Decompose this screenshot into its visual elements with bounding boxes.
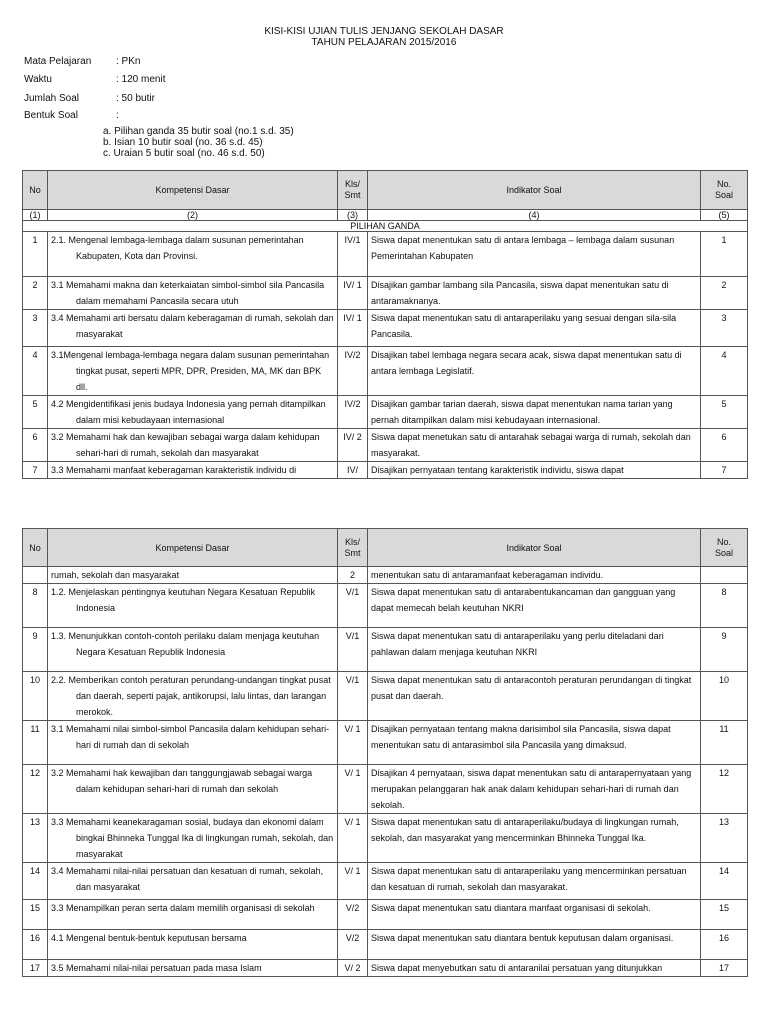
table-row [23,567,748,584]
competency-cell [48,584,338,628]
header-competency: Kompetensi Dasar [48,171,338,210]
row-number: 11 [23,721,48,765]
meta-label: Waktu [24,74,52,85]
header-competency: Kompetensi Dasar [48,529,338,567]
blueprint-table-1 [22,170,748,479]
document-subtitle: TAHUN PELAJARAN 2015/2016 [311,37,457,48]
class-semester-cell: V/ 1 [338,765,368,814]
table-row [23,584,748,628]
question-number-cell: 11 [701,721,748,765]
competency-text: 3.4 Memahami nilai-nilai persatuan dan kesatuan di rumah, sekolah, dan masyarakat [51,866,324,892]
table-row [23,232,748,277]
question-number-cell: 12 [701,765,748,814]
table-header-row [23,529,748,567]
header-no-label: No. [716,536,731,547]
question-number-cell: 7 [701,462,748,479]
header-semester: Smt [344,190,361,200]
header-indicator: Indikator Soal [368,529,701,567]
class-semester-cell: V/2 [338,900,368,930]
row-number: 14 [23,863,48,900]
competency-text: 4.2 Mengidentifikasi jenis budaya Indonesia yang pernah ditampilkan dalam misi kebudayaan internasional [51,399,326,425]
competency-text: 3.1 Memahami makna dan keterkaiatan simbol-simbol sila Pancasila dalam memahami Pancasila secara utuh [51,280,325,306]
competency-cell [48,765,338,814]
class-semester-cell: IV/ 1 [338,277,368,310]
question-number-cell [701,567,748,584]
class-semester-cell: IV/2 [338,347,368,396]
class-semester-cell: V/ 1 [338,721,368,765]
row-number [23,567,48,584]
header-soal-label: Soal [714,547,733,558]
question-forms-list [103,126,294,159]
section-title: PILIHAN GANDA [23,221,748,232]
table-row [23,672,748,721]
column-number: (2) [48,210,338,221]
class-semester-cell: V/ 2 [338,960,368,977]
document-title: KISI-KISI UJIAN TULIS JENJANG SEKOLAH DASAR [264,26,504,37]
competency-text: 3.4 Memahami arti bersatu dalam keberagaman di rumah, sekolah dan masyarakat [51,313,334,339]
row-number: 12 [23,765,48,814]
indicator-cell: Siswa dapat menentukan satu di antaraperilaku yang mencerminkan persatuan dan kesatuan di rumah, sekolah dan masyarakat. [368,863,701,900]
competency-cell [48,462,338,479]
competency-text: 3.3 Menampilkan peran serta dalam memilih organisasi di sekolah [51,903,315,913]
competency-cell [48,672,338,721]
question-number-cell: 8 [701,584,748,628]
question-number-cell: 13 [701,814,748,863]
class-semester-cell: V/ 1 [338,814,368,863]
competency-cell [48,863,338,900]
question-number-cell: 5 [701,396,748,429]
header-class: Kls/ [344,536,360,547]
form-item: c. Uraian 5 butir soal (no. 46 s.d. 50) [103,148,265,159]
competency-cell [48,347,338,396]
indicator-cell: Siswa dapat menentukan satu di antaraperilaku yang perlu diteladani dari pahlawan dalam menjaga keutuhan NKRI [368,628,701,672]
indicator-cell: Siswa dapat menentukan satu diantara manfaat organisasi di sekolah. [368,900,701,930]
question-number-cell: 2 [701,277,748,310]
table-row [23,900,748,930]
class-semester-cell: IV/ 1 [338,310,368,347]
question-number-cell: 3 [701,310,748,347]
competency-text: 3.2 Memahami hak kewajiban dan tanggungjawab sebagai warga dalam kehidupan sehari-hari di rumah dan sekolah [51,768,313,794]
header-question-no [701,529,748,567]
header-question-no [701,171,748,210]
question-number-cell: 4 [701,347,748,396]
row-number: 17 [23,960,48,977]
row-number: 8 [23,584,48,628]
row-number: 2 [23,277,48,310]
meta-label: Jumlah Soal [24,93,80,104]
competency-text: 3.2 Memahami hak dan kewajiban sebagai warga dalam kehidupan sehari-hari di rumah, sekolah dan masyarakat [51,432,320,458]
row-number: 9 [23,628,48,672]
table-row [23,429,748,462]
column-number: (1) [23,210,48,221]
indicator-cell: Siswa dapat menentukan satu di antaraperilaku yang sesuai dengan sila-sila Pancasila. [368,310,701,347]
competency-cell [48,567,338,584]
competency-text: 3.5 Memahami nilai-nilai persatuan pada masa Islam [51,963,262,973]
competency-cell [48,900,338,930]
header-class-semester [338,171,368,210]
competency-text: 1.3. Menunjukkan contoh-contoh perilaku dalam menjaga keutuhan Negara Kesatuan Republik Indonesia [51,631,320,657]
table-row [23,347,748,396]
header-indicator: Indikator Soal [368,171,701,210]
table-row [23,310,748,347]
row-number: 3 [23,310,48,347]
meta-value: : 50 butir [116,93,155,104]
header-soal-label: Soal [714,190,733,200]
row-number: 16 [23,930,48,960]
competency-cell [48,232,338,277]
competency-text: rumah, sekolah dan masyarakat [51,570,180,580]
table-row [23,863,748,900]
header-no: No [23,171,48,210]
competency-cell [48,960,338,977]
competency-cell [48,930,338,960]
indicator-cell: Disajikan tabel lembaga negara secara acak, siswa dapat menentukan satu di antara lembaga Legislatif. [368,347,701,396]
class-semester-cell: IV/ [338,462,368,479]
competency-cell [48,277,338,310]
indicator-cell: Siswa dapat menentukan satu diantara bentuk keputusan dalam organisasi. [368,930,701,960]
question-number-cell: 6 [701,429,748,462]
class-semester-cell: V/ 1 [338,863,368,900]
indicator-cell: Siswa dapat menentukan satu di antarabentukancaman dan gangguan yang dapat memecah belah keutuhan NKRI [368,584,701,628]
competency-text: 3.1Mengenal lembaga-lembaga negara dalam susunan pemerintahan tingkat pusat, seperti MPR, DPR, Presiden, MA, MK dan BPK dll. [51,350,330,392]
meta-label: Mata Pelajaran [24,56,92,67]
row-number: 10 [23,672,48,721]
table-row [23,462,748,479]
competency-cell [48,396,338,429]
row-number: 4 [23,347,48,396]
indicator-cell: Disajikan 4 pernyataan, siswa dapat menentukan satu di antarapernyataan yang merupakan pelanggaran hak anak dalam kehidupan sehari-hari di rumah dan sekolah. [368,765,701,814]
indicator-cell: Siswa dapat menyebutkan satu di antaranilai persatuan yang ditunjukkan [368,960,701,977]
question-number-cell: 14 [701,863,748,900]
header-class-semester [338,529,368,567]
meta-label: Bentuk Soal [24,110,78,121]
class-semester-cell: V/1 [338,584,368,628]
header-no: No [23,529,48,567]
class-semester-cell: V/1 [338,672,368,721]
question-number-cell: 17 [701,960,748,977]
column-number-row [23,210,748,221]
row-number: 1 [23,232,48,277]
indicator-cell: Disajikan pernyataan tentang karakteristik individu, siswa dapat [368,462,701,479]
question-number-cell: 10 [701,672,748,721]
row-number: 13 [23,814,48,863]
table-row [23,765,748,814]
class-semester-cell: V/2 [338,930,368,960]
table-row [23,814,748,863]
competency-text: 2.2. Memberikan contoh peraturan perundang-undangan tingkat pusat dan daerah, seperti pajak, antikorupsi, lalu lintas, dan larangan merokok. [51,675,331,717]
class-semester-cell: IV/2 [338,396,368,429]
competency-cell [48,310,338,347]
competency-text: 1.2. Menjelaskan pentingnya keutuhan Negara Kesatuan Republik Indonesia [51,587,316,613]
form-item: a. Pilihan ganda 35 butir soal (no.1 s.d. 35) [103,126,294,137]
class-semester-cell: IV/ 2 [338,429,368,462]
competency-text: 4.1 Mengenal bentuk-bentuk keputusan bersama [51,933,247,943]
indicator-cell: Disajikan gambar lambang sila Pancasila, siswa dapat menentukan satu di antaramaknanya. [368,277,701,310]
table-row [23,277,748,310]
indicator-cell: Disajikan pernyataan tentang makna darisimbol sila Pancasila, siswa dapat menentukan satu di antarasimbol sila Pancasila yang dimaksud. [368,721,701,765]
table-row [23,930,748,960]
table-row [23,721,748,765]
table-row [23,960,748,977]
blueprint-table-2 [22,528,748,977]
indicator-cell: Siswa dapat menentukan satu di antara lembaga – lembaga dalam susunan Pemerintahan Kabupaten [368,232,701,277]
indicator-cell: Siswa dapat menentukan satu di antaraperilaku/budaya di lingkungan rumah, sekolah, dan masyarakat yang mencerminkan Bhinneka Tunggal Ika. [368,814,701,863]
form-item: b. Isian 10 butir soal (no. 36 s.d. 45) [103,137,263,148]
meta-value: : 120 menit [116,74,166,85]
table-row [23,628,748,672]
competency-text: 2.1. Mengenal lembaga-lembaga dalam susunan pemerintahan Kabupaten, Kota dan Provinsi. [51,235,304,261]
competency-cell [48,814,338,863]
column-number: (3) [338,210,368,221]
competency-text: 3.3 Memahami manfaat keberagaman karakteristik individu di [51,465,297,475]
row-number: 15 [23,900,48,930]
indicator-cell: Siswa dapat menentukan satu di antaracontoh peraturan perundangan di tingkat pusat dan daerah. [368,672,701,721]
competency-cell [48,628,338,672]
indicator-cell: Siswa dapat menetukan satu di antarahak sebagai warga di rumah, sekolah dan masyarakat. [368,429,701,462]
competency-cell [48,429,338,462]
class-semester-cell: 2 [338,567,368,584]
row-number: 5 [23,396,48,429]
column-number: (4) [368,210,701,221]
question-number-cell: 1 [701,232,748,277]
question-number-cell: 16 [701,930,748,960]
meta-value: : [116,110,119,121]
row-number: 6 [23,429,48,462]
indicator-cell: Disajikan gambar tarian daerah, siswa dapat menentukan nama tarian yang pernah ditampilkan dalam misi kebudayaan internasional. [368,396,701,429]
meta-value: : PKn [116,56,141,67]
header-no-label: No. [716,179,731,189]
competency-text: 3.3 Memahami keanekaragaman sosial, budaya dan ekonomi dalam bingkai Bhinneka Tunggal Ika di lingkungan rumah, sekolah, dan masyarakat [51,817,334,859]
question-number-cell: 15 [701,900,748,930]
column-number: (5) [701,210,748,221]
question-number-cell: 9 [701,628,748,672]
competency-cell [48,721,338,765]
class-semester-cell: V/1 [338,628,368,672]
competency-text: 3.1 Memahami nilai simbol-simbol Pancasila dalam kehidupan sehari-hari di rumah dan di sekolah [51,724,330,750]
class-semester-cell: IV/1 [338,232,368,277]
header-semester: Smt [344,547,361,558]
indicator-cell: menentukan satu di antaramanfaat keberagaman individu. [368,567,701,584]
table-header-row [23,171,748,210]
section-row [23,221,748,232]
row-number: 7 [23,462,48,479]
table-row [23,396,748,429]
header-class: Kls/ [344,179,360,189]
